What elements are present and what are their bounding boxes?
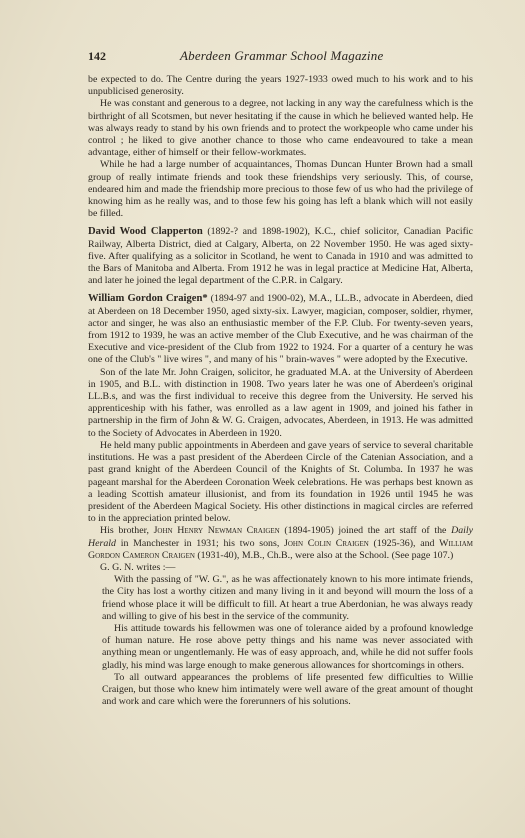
- person-name: John Colin Craigen: [284, 537, 369, 549]
- paragraph: He held many public appointments in Aberdeen and gave years of service to several charitable institutions. He was a past president of the Aberdeen Circle of the Catenian Association, and a past grand knight of the Aberdeen Council of the Knights of St. Columba. In 1937 he was pageant marshal for the Aberdeen Coronation Week celebrations. He was perhaps best known as a leading Scottish amateur illusionist, and from its foundation in 1926 until 1945 he was president of the Aberdeen Magical Society. His other distinctions in magical circles are referred to in the appreciation printed below.: [88, 439, 473, 525]
- obituary-text: (1892-? and 1898-1902), K.C., chief solicitor, Canadian Pacific Railway, Alberta District, died at Calgary, Alberta, on 22 November 1950. He was aged sixty-five. After qualifying as a solicitor in Scotland, he went to Canada in 1910 and was admitted to the Bars of Manitoba and Alberta. From 1912 he was in legal practice at Medicine Hat, Alberta, and later he joined the legal department of the C.P.R. in Calgary.: [88, 226, 473, 287]
- appreciation-quote: [88, 574, 473, 708]
- page-header: [88, 48, 473, 64]
- obituary-name: William Gordon Craigen*: [88, 293, 208, 305]
- text-run: His brother,: [100, 525, 154, 537]
- paragraph: G. G. N. writes :—: [100, 561, 176, 573]
- paragraph: be expected to do. The Centre during the years 1927-1933 owed much to his work and to his unpublicised generosity.: [88, 74, 473, 98]
- text-run: in Manchester in 1931; his two sons,: [115, 537, 285, 549]
- obituary-craigen: [88, 293, 473, 366]
- paragraph: To all outward appearances the problems of life presented few difficulties to Willie Craigen, but those who knew him intimately were well aware of the great amount of thought and work and care which were the forerunners of his solutions.: [102, 671, 473, 708]
- obituary-text: (1894-97 and 1900-02), M.A., LL.B., advocate in Aberdeen, died at Aberdeen on 18 December 1950, aged sixty-six. Lawyer, magician, composer, soldier, rhymer, actor and singer, he was also an enthusiastic member of the F.P. Club. For twenty-seven years, from 1912 to 1939, he was an active member of the Club Executive, and he was chairman of the Executive and vice-president of the Club from 1922 to 1924. For a quarter of a century he was one of the Club's " live wires ", and many of his " brain-waves " were adopted by the Executive.: [88, 293, 473, 366]
- obituary-clapperton: [88, 226, 473, 287]
- obituary-name: David Wood Clapperton: [88, 226, 203, 238]
- person-name: William Gordon Cameron Craigen: [88, 537, 473, 561]
- person-name: John Henry Newman Craigen: [153, 525, 280, 537]
- paragraph: Son of the late Mr. John Craigen, solicitor, he graduated M.A. at the University of Aberdeen in 1905, and B.L. with distinction in 1908. Two years later he was one of Aberdeen's original LL.B.s, and was the first individual to receive this degree from the University. He served his apprenticeship with his father, was enrolled as a law agent in 1909, and joined his father in partnership in the firm of John & W. G. Craigen, advocates, Aberdeen, in 1913. He was admitted to the Society of Advocates in Aberdeen in 1920.: [88, 366, 473, 439]
- article-body: [88, 74, 473, 708]
- text-run: (1894-1905) joined the art staff of the: [279, 525, 452, 537]
- paragraph: While he had a large number of acquaintances, Thomas Duncan Hunter Brown had a small group of really intimate friends and took these friendships very seriously. This, of course, endeared him and made the friendship more precious to those few of us who had the privilege of knowing him as he really was, and to those few his going has left a blank which will not easily be filled.: [88, 159, 473, 220]
- page-number: 142: [88, 49, 106, 63]
- text-run: (1931-40), M.B., Ch.B., were also at the School. (See page 107.): [194, 549, 454, 561]
- paragraph: His attitude towards his fellowmen was one of tolerance aided by a profound knowledge of human nature. He rose above petty things and his name was never associated with anything mean or ungentlemanly. He was of easy approach, and, while he did not suffer fools gladly, his mind was large enough to make generous allowances for shortcomings in others.: [102, 622, 473, 671]
- paragraph: With the passing of "W. G.", as he was affectionately known to his more intimate friends, the City has lost a worthy citizen and many living in it and beyond will mourn the loss of a friend whose place it will be difficult to fill. At heart a true Aberdonian, he was always ready and willing to give of his best in the service of the community.: [102, 574, 473, 622]
- text-run: (1925-36), and: [368, 537, 440, 549]
- paragraph: He was constant and generous to a degree, not lacking in any way the carefulness which is the birthright of all Scotsmen, but never hesitating if the cause in which he believed wanted help. He was always ready to stand by his own friends and to protect the workpeople who came under his control ; he liked to give another chance to those who came endeavoured to take a mean advantage, either of himself or their fellow-workmates.: [88, 98, 473, 159]
- running-title: Aberdeen Grammar School Magazine: [180, 48, 384, 63]
- publication-title: Daily Herald: [88, 525, 474, 549]
- paragraph-family: [88, 525, 473, 562]
